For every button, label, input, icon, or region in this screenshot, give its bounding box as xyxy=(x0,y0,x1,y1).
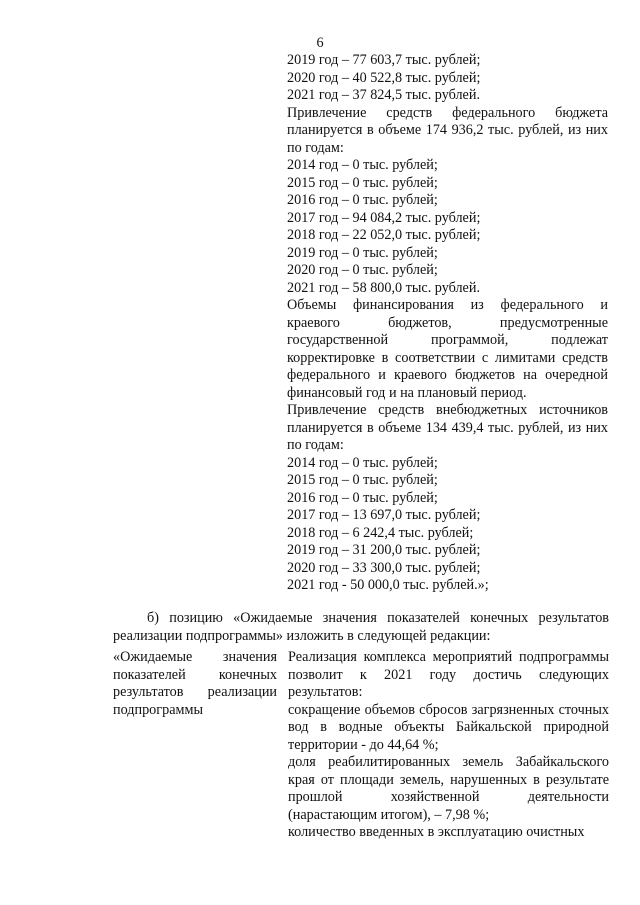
expected-results-row xyxy=(113,649,609,842)
federal-year-2020: 2020 год – 0 тыс. рублей; xyxy=(287,262,438,278)
results-intro: Реализация комплекса мероприятий подпрограммы позволит к 2021 году достичь следующих результатов: xyxy=(288,649,609,700)
extrabudget-year-2016: 2016 год – 0 тыс. рублей; xyxy=(287,489,438,506)
federal-budget-intro: Привлечение средств федерального бюджета планируется в объеме 174 936,2 тыс. рублей, из них по годам: xyxy=(287,104,608,156)
financing-column xyxy=(287,52,608,595)
extrabudget-year-2018: 2018 год – 6 242,4 тыс. рублей; xyxy=(287,524,474,541)
federal-year-2014: 2014 год – 0 тыс. рублей; xyxy=(287,157,438,173)
federal-year-2019: 2019 год – 0 тыс. рублей; xyxy=(287,244,438,261)
extrabudget-year-2014: 2014 год – 0 тыс. рублей; xyxy=(287,454,438,471)
regional-year-2021: 2021 год – 37 824,5 тыс. рублей. xyxy=(287,87,480,103)
federal-year-2016: 2016 год – 0 тыс. рублей; xyxy=(287,192,438,208)
amendment-b-text: б) позицию «Ожидаемые значения показателей конечных результатов реализации подпрограммы» изложить в следующей редакции: xyxy=(113,610,609,644)
amendment-section xyxy=(113,610,609,842)
result-land-rehabilitation: доля реабилитированных земель Забайкальского края от площади земель, нарушенных в результате прошлой хозяйственной деятельности (нарастающим итогом), – 7,98 %; xyxy=(288,754,609,823)
expected-results-label: «Ожидаемые значения показателей конечных результатов реализации подпрограммы xyxy=(113,649,277,718)
federal-year-2021: 2021 год – 58 800,0 тыс. рублей. xyxy=(287,279,480,296)
extrabudget-year-2020: 2020 год – 33 300,0 тыс. рублей; xyxy=(287,559,481,576)
result-treatment-facilities: количество введенных в эксплуатацию очистных xyxy=(288,824,585,840)
extrabudget-intro: Привлечение средств внебюджетных источников планируется в объеме 134 439,4 тыс. рублей, из них по годам: xyxy=(287,402,608,453)
regional-year-2019: 2019 год – 77 603,7 тыс. рублей; xyxy=(287,52,481,68)
federal-year-2015: 2015 год – 0 тыс. рублей; xyxy=(287,174,438,191)
page-number: 6 xyxy=(316,35,324,51)
expected-results-content xyxy=(288,649,609,842)
extrabudget-year-2017: 2017 год – 13 697,0 тыс. рублей; xyxy=(287,507,481,523)
adjustment-note: Объемы финансирования из федерального и краевого бюджетов, предусмотренные государственной программой, подлежат корректировке в соответствии с лимитами средств федерального и краевого бюджетов на очередной финансовый год и на плановый период. xyxy=(287,297,608,401)
extrabudget-year-2021: 2021 год - 50 000,0 тыс. рублей.»; xyxy=(287,577,489,593)
regional-year-2020: 2020 год – 40 522,8 тыс. рублей; xyxy=(287,69,481,86)
extrabudget-year-2015: 2015 год – 0 тыс. рублей; xyxy=(287,472,438,488)
extrabudget-year-2019: 2019 год – 31 200,0 тыс. рублей; xyxy=(287,542,481,558)
result-wastewater: сокращение объемов сбросов загрязненных сточных вод в водные объекты Байкальской природной территории - до 44,64 %; xyxy=(288,701,609,753)
federal-year-2017: 2017 год – 94 084,2 тыс. рублей; xyxy=(287,209,481,226)
federal-year-2018: 2018 год – 22 052,0 тыс. рублей; xyxy=(287,227,481,243)
